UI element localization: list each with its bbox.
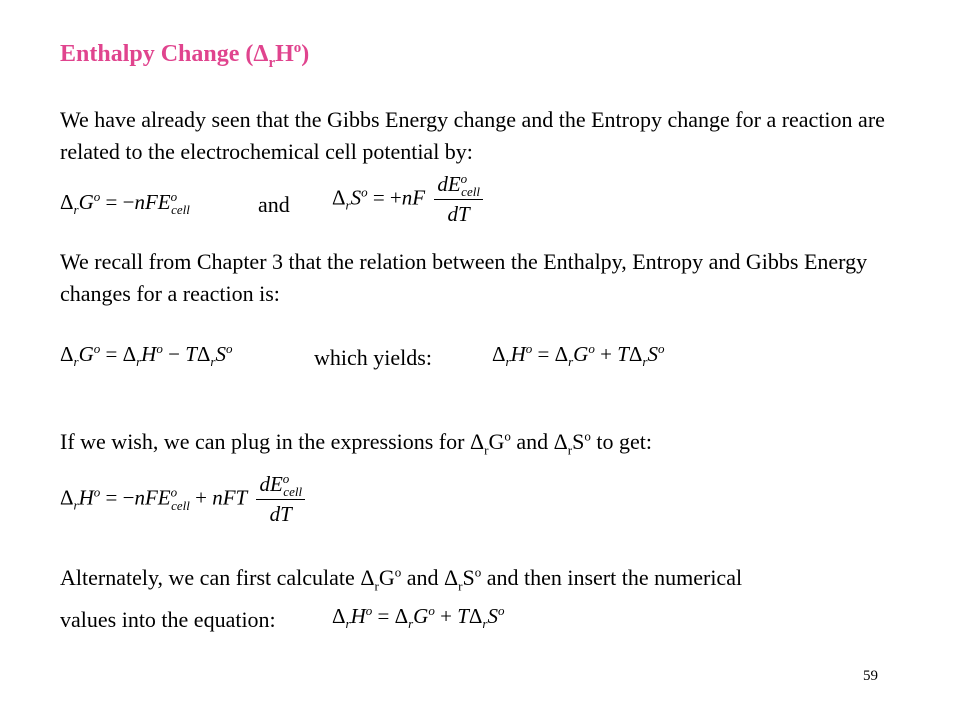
values-line: values into the equation: xyxy=(60,607,276,632)
chapter-recall-paragraph: We recall from Chapter 3 that the relation between the Enthalpy, Entropy and Gibbs Energy changes for a reaction is: xyxy=(60,249,868,306)
intro-paragraph: We have already seen that the Gibbs Energy change and the Entropy change for a reaction are related to the electrochemical cell potential by: xyxy=(60,107,885,164)
gibbs-equation: $\Delta_rG^o = -nFE^o_{cell}$ xyxy=(60,189,190,218)
slide-title: Enthalpy Change $(\Delta_rH^o)$ xyxy=(60,40,310,71)
page-number: 59 xyxy=(863,668,878,684)
which-yields-connector: which yields: xyxy=(314,345,432,370)
final-enthalpy-equation: $\Delta_rH^o = \Delta_rG^o + T\Delta_rS^o$ xyxy=(332,603,505,632)
entropy-equation: $\Delta_rS^o = +nF$ $\frac{dE^o_{cell}}{dT}$ xyxy=(332,172,483,227)
plug-in-paragraph: If we wish, we can plug in the expressions for $\Delta_rG^o$ and $\Delta_rS^o$ to get: xyxy=(60,428,652,458)
enthalpy-relation-equation: $\Delta_rH^o = \Delta_rG^o + T\Delta_rS^o$ xyxy=(492,341,665,370)
alternate-paragraph: Alternately, we can first calculate $\Delta_rG^o$ and $\Delta_rS^o$ and then insert the numerical xyxy=(60,564,743,594)
and-connector: and xyxy=(258,192,290,217)
gibbs-relation-equation: $\Delta_rG^o = \Delta_rH^o - T\Delta_rS^o$ xyxy=(60,341,233,370)
combined-enthalpy-equation: $\Delta_rH^o = -nFE^o_{cell}$ + nFT $\frac{dE^o_{cell}}{dT}$ xyxy=(60,472,305,527)
